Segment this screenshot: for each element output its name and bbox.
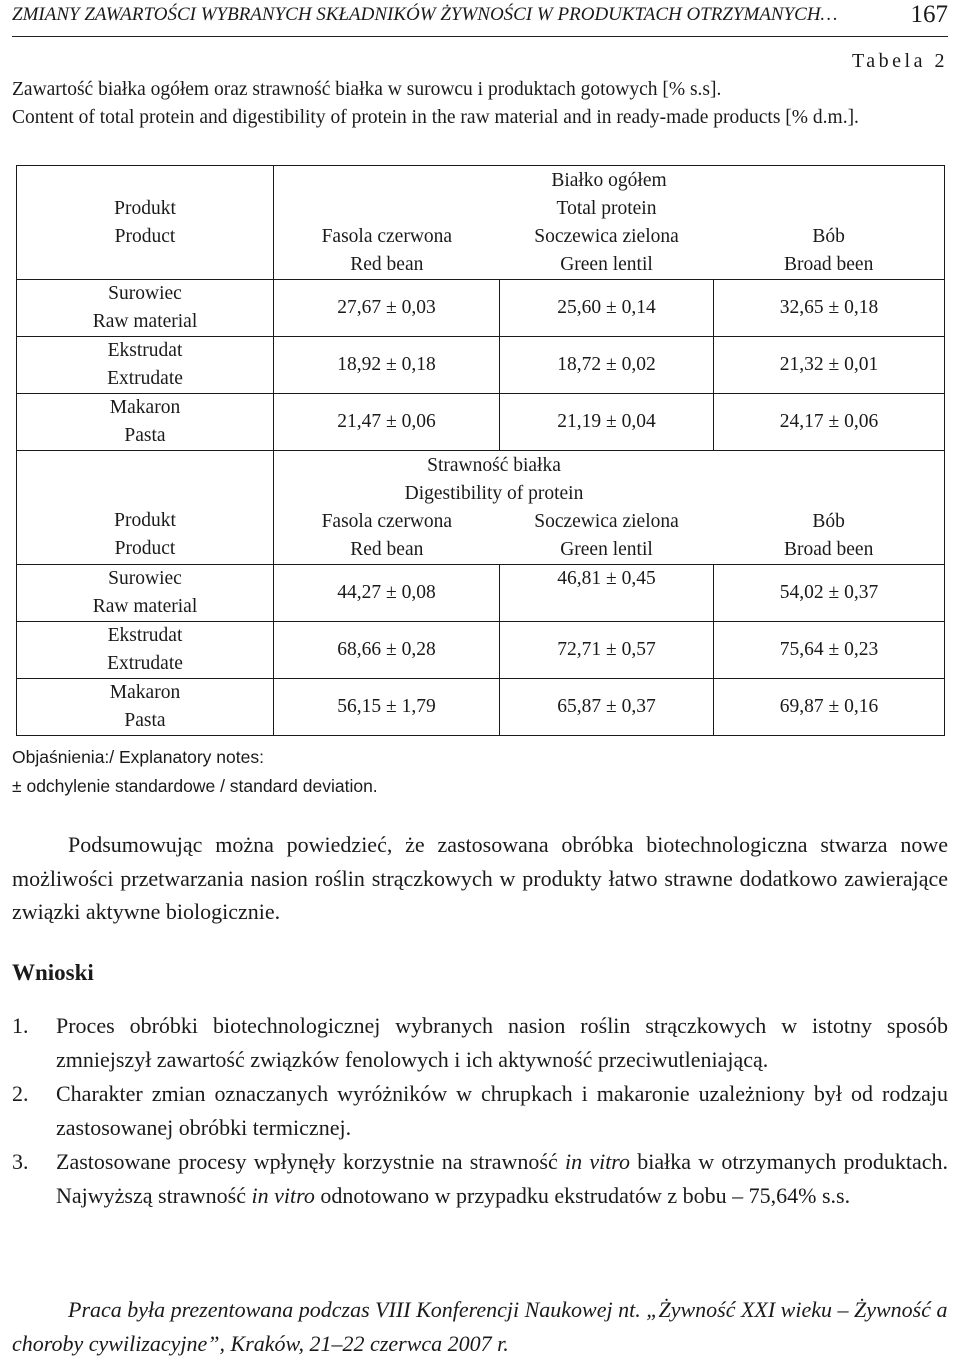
list-item: 3. Zastosowane procesy wpłynęły korzystnie na strawność in vitro białka w otrzymanych produktach. Najwyższą strawność in vitro odnotowano w przypadku ekstrudatów z bobu – 75,64% s.s. — [12, 1149, 948, 1208]
product-header-cell: Produkt Product — [17, 166, 274, 280]
row-label: Surowiec Raw material — [17, 280, 274, 337]
list-item: 2. Charakter zmian oznaczanych wyróżników w chrupkach i makaronie uzależniony był od rodzaju zastosowanej obróbki termicznej. — [12, 1081, 948, 1140]
data-table — [16, 165, 945, 736]
total-protein-title-en: Total protein — [556, 198, 657, 219]
table-cell: 21,47 ± 0,06 — [274, 394, 500, 451]
table-label: Tabela 2 — [851, 50, 948, 72]
table-row — [17, 280, 945, 337]
table-cell: 72,71 ± 0,57 — [500, 622, 714, 679]
table-caption-en: Content of total protein and digestibility of protein in the raw material and in ready-made products [% d.m.]. — [12, 107, 859, 128]
list-item: 1. Proces obróbki biotechnologicznej wybranych nasion roślin strączkowych w istotny sposób zmniejszył zawartość związków fenolowych i ich aktywność przeciwutleniającą. — [12, 1013, 948, 1072]
table-row — [17, 337, 945, 394]
table-cell: 18,72 ± 0,02 — [500, 337, 714, 394]
conclusions-list — [12, 1009, 948, 1213]
column-green-lentil-pl: Soczewica zielona — [534, 511, 679, 532]
page-number: 167 — [910, 1, 948, 28]
column-broad-bean-en: Broad been — [784, 539, 874, 560]
row-label: Makaron Pasta — [17, 394, 274, 451]
row-label: Makaron Pasta — [17, 679, 274, 736]
row-label: Ekstrudat Extrudate — [17, 622, 274, 679]
table-row — [17, 565, 945, 622]
table-cell: 27,67 ± 0,03 — [274, 280, 500, 337]
digestibility-title-en: Digestibility of protein — [404, 483, 584, 504]
table-cell: 75,64 ± 0,23 — [714, 622, 945, 679]
digestibility-header — [274, 451, 945, 565]
table-cell: 65,87 ± 0,37 — [500, 679, 714, 736]
table-caption-pl: Zawartość białka ogółem oraz strawność białka w surowcu i produktach gotowych [% s.s]. — [12, 79, 722, 100]
column-broad-bean-pl: Bób — [812, 511, 845, 532]
column-red-bean-pl: Fasola czerwona — [321, 226, 453, 247]
column-green-lentil-en: Green lentil — [560, 539, 653, 560]
running-title: ZMIANY ZAWARTOŚCI WYBRANYCH SKŁADNIKÓW ŻYWNOŚCI W PRODUKTACH OTRZYMANYCH… — [12, 4, 838, 25]
summary-paragraph: Podsumowując można powiedzieć, że zastosowana obróbka biotechnologiczna stwarza nowe możliwości przetwarzania nasion roślin strączkowych w produkty łatwo strawne dodatkowo zawierające związki aktywne biologicznie. — [12, 832, 948, 924]
product-header-cell: Produkt Product — [17, 451, 274, 565]
notes-sd: ± odchylenie standardowe / standard deviation. — [12, 776, 378, 796]
table-row — [17, 394, 945, 451]
column-green-lentil-pl: Soczewica zielona — [534, 226, 679, 247]
table-cell: 25,60 ± 0,14 — [500, 280, 714, 337]
table-cell: 56,15 ± 1,79 — [274, 679, 500, 736]
running-header — [12, 0, 948, 37]
table-cell: 24,17 ± 0,06 — [714, 394, 945, 451]
table-cell: 18,92 ± 0,18 — [274, 337, 500, 394]
column-green-lentil-en: Green lentil — [560, 254, 653, 275]
digestibility-title-pl: Strawność białka — [427, 455, 561, 476]
table-row — [17, 679, 945, 736]
table-header-row — [17, 451, 945, 565]
total-protein-header — [274, 166, 945, 280]
table-cell: 68,66 ± 0,28 — [274, 622, 500, 679]
table-cell: 69,87 ± 0,16 — [714, 679, 945, 736]
notes-heading: Objaśnienia:/ Explanatory notes: — [12, 747, 264, 767]
table-row — [17, 622, 945, 679]
column-broad-bean-pl: Bób — [812, 226, 845, 247]
row-label: Ekstrudat Extrudate — [17, 337, 274, 394]
column-red-bean-en: Red bean — [350, 254, 424, 275]
conference-note: Praca była prezentowana podczas VIII Konferencji Naukowej nt. „Żywność XXI wieku – Żywność a choroby cywilizacyjne”, Kraków, 21–22 czerwca 2007 r. — [12, 1297, 948, 1356]
column-broad-bean-en: Broad been — [784, 254, 874, 275]
table-cell: 46,81 ± 0,45 — [500, 565, 714, 622]
table-cell: 21,32 ± 0,01 — [714, 337, 945, 394]
row-label: Surowiec Raw material — [17, 565, 274, 622]
table-cell: 32,65 ± 0,18 — [714, 280, 945, 337]
total-protein-title-pl: Białko ogółem — [551, 170, 667, 191]
table-cell: 54,02 ± 0,37 — [714, 565, 945, 622]
table-header-row — [17, 166, 945, 280]
conclusions-heading: Wnioski — [12, 960, 94, 985]
table-cell: 21,19 ± 0,04 — [500, 394, 714, 451]
table-cell: 44,27 ± 0,08 — [274, 565, 500, 622]
column-red-bean-en: Red bean — [350, 539, 424, 560]
column-red-bean-pl: Fasola czerwona — [321, 511, 453, 532]
